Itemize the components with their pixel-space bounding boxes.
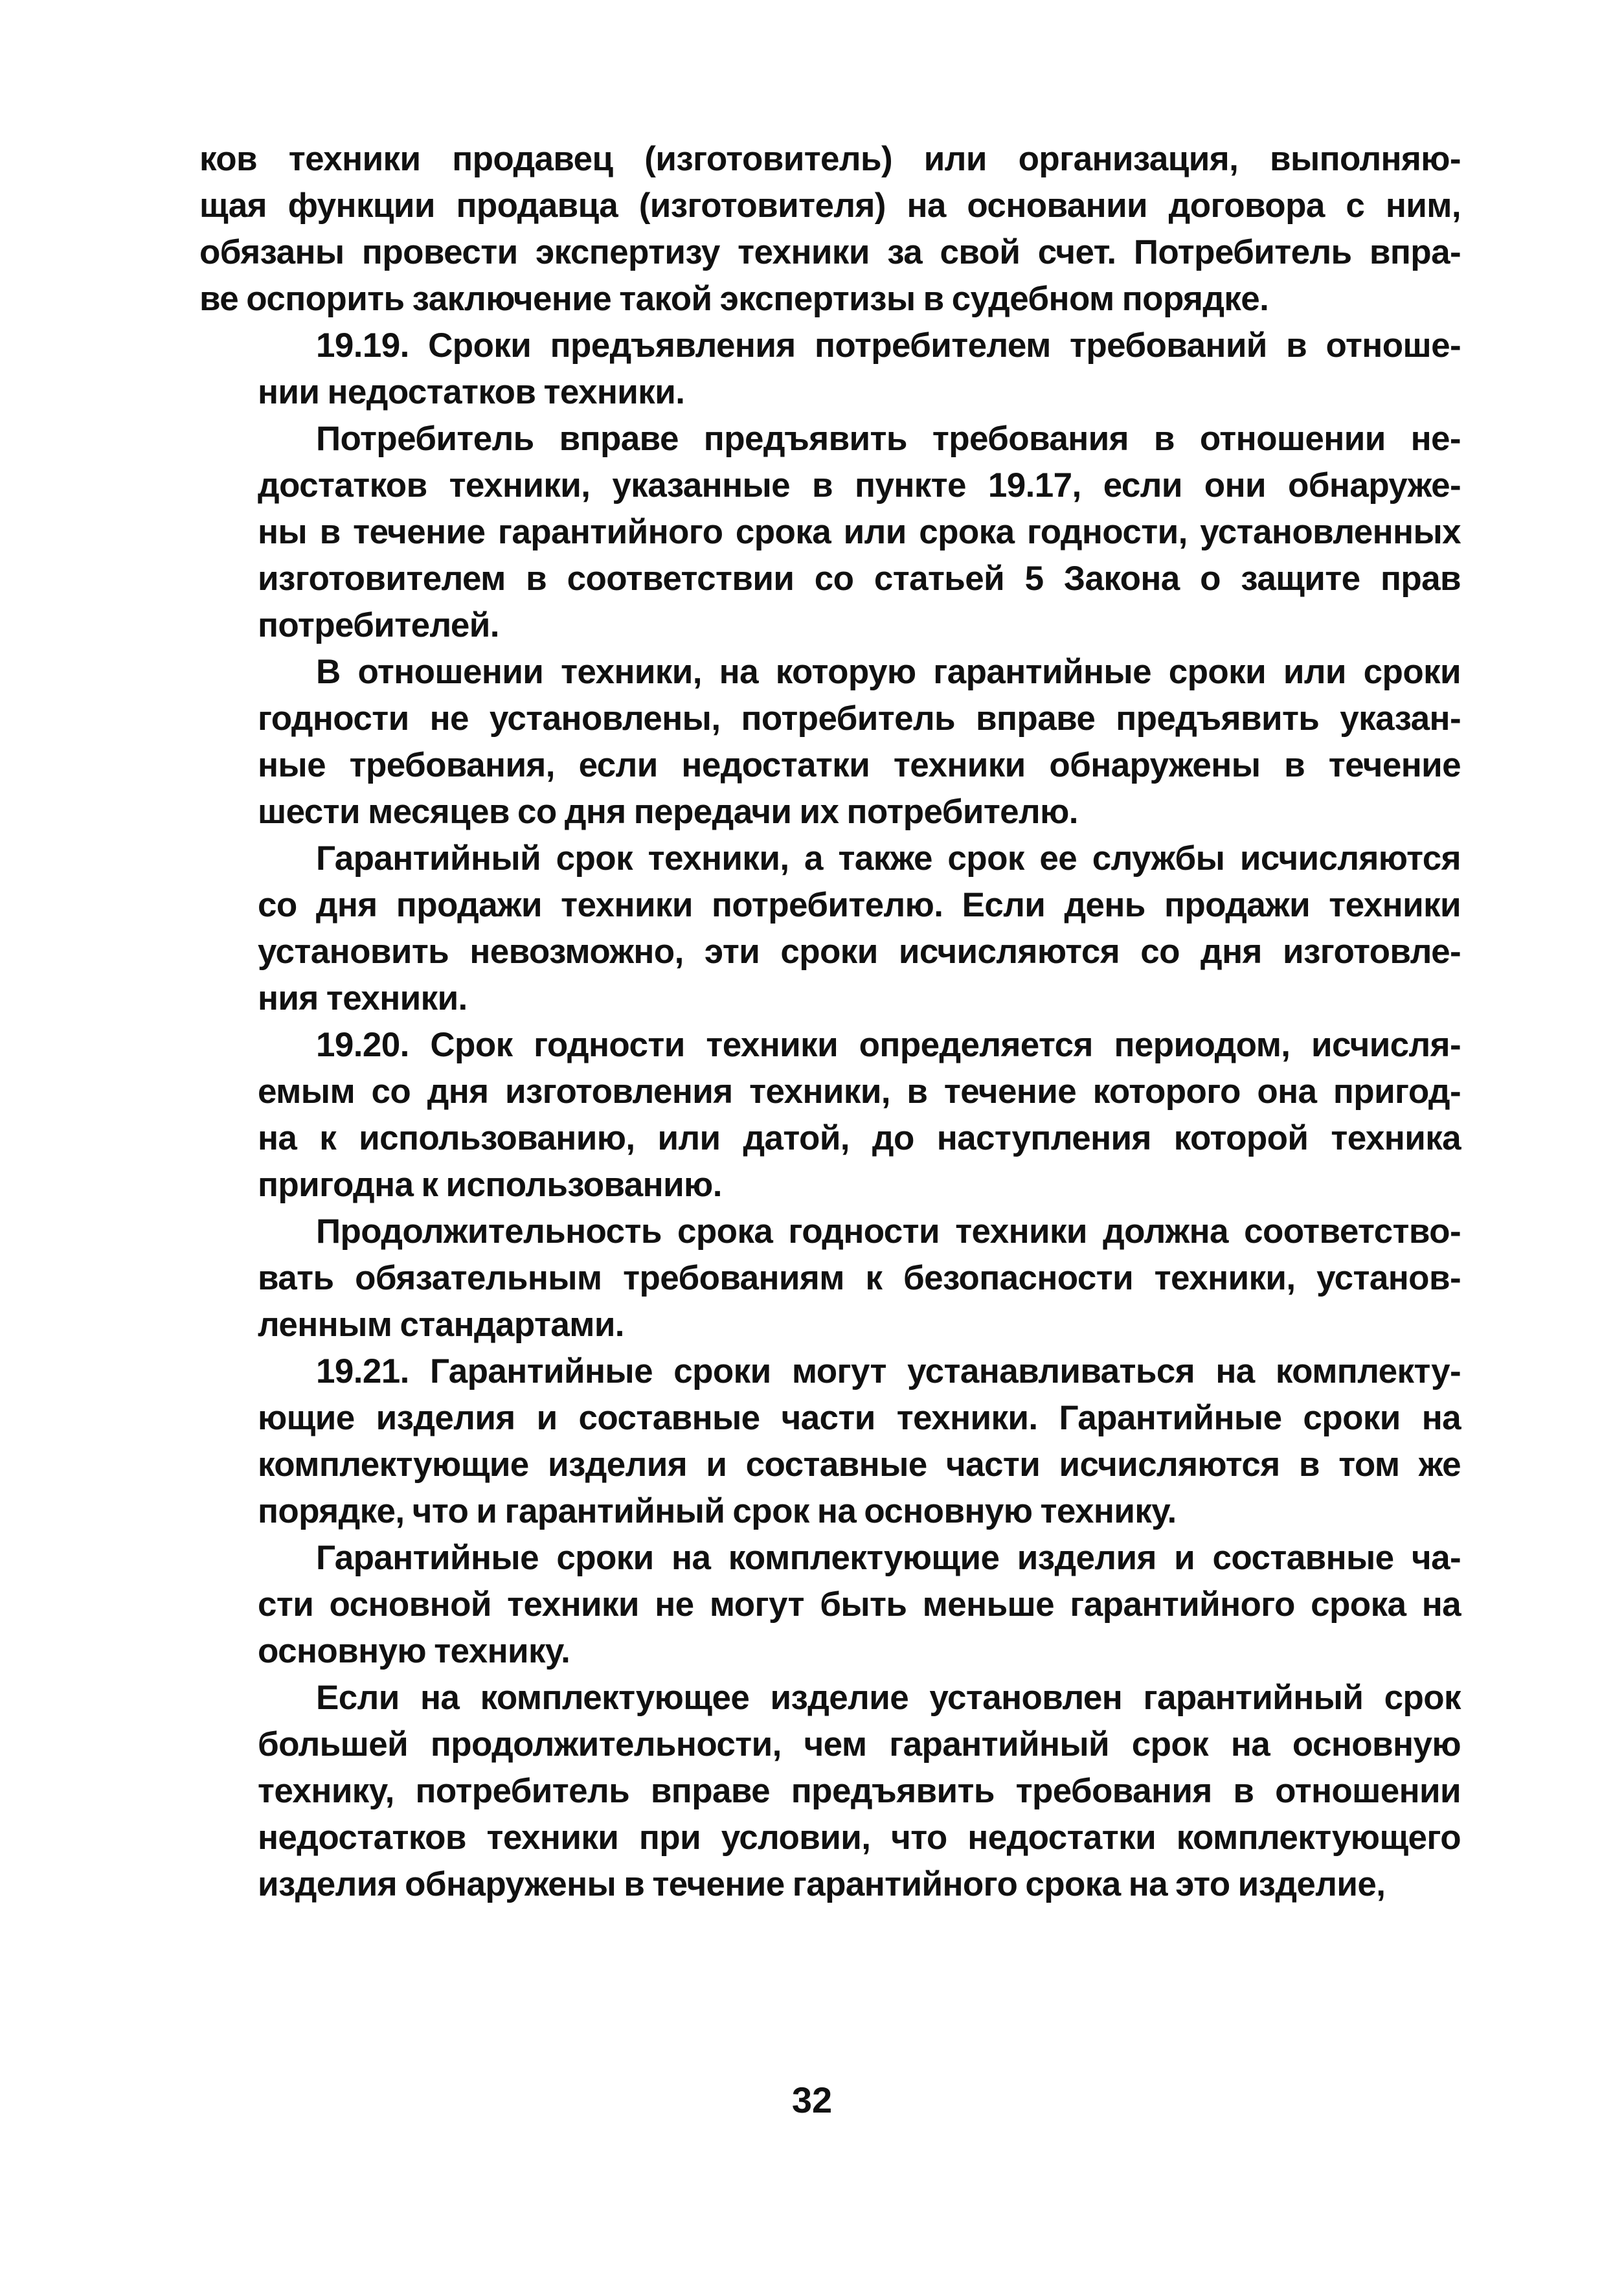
- text-line: комплектующие изделия и составные части исчисляются в том же: [258, 1446, 1461, 1484]
- paragraph: [199, 416, 1461, 649]
- paragraph: [199, 1208, 1461, 1348]
- text-line: Если на комплектующее изделие установлен гарантийный срок: [316, 1679, 1461, 1717]
- text-line: Потребитель вправе предъявить требования в отношении не-: [316, 420, 1461, 458]
- text-line: В отношении техники, на которую гарантийные сроки или сроки: [316, 653, 1461, 691]
- text-line: Продолжительность срока годности техники должна соответство-: [316, 1212, 1461, 1251]
- paragraph: [199, 649, 1461, 835]
- text-line: 19.21. Гарантийные сроки могут устанавливаться на комплекту-: [316, 1352, 1461, 1390]
- text-line: нии недостатков техники.: [258, 373, 685, 411]
- paragraph: [199, 1348, 1461, 1535]
- text-line: основную технику.: [258, 1632, 570, 1670]
- paragraph: [199, 323, 1461, 416]
- text-line: Гарантийные сроки на комплектующие изделия и составные ча-: [316, 1539, 1461, 1577]
- body-text: [199, 136, 1461, 1908]
- text-line: со дня продажи техники потребителю. Если день продажи техники: [258, 886, 1461, 924]
- text-line: вать обязательным требованиям к безопасности техники, установ-: [258, 1259, 1461, 1297]
- text-line: потребителей.: [258, 606, 499, 644]
- text-line: обязаны провести экспертизу техники за свой счет. Потребитель впра-: [199, 233, 1461, 271]
- text-line: ленным стандартами.: [258, 1306, 624, 1344]
- text-line: сти основной техники не могут быть меньше гарантийного срока на: [258, 1585, 1461, 1624]
- text-line: изготовителем в соответствии со статьей 5 Закона о защите прав: [258, 560, 1461, 598]
- text-line: на к использованию, или датой, до наступления которой техника: [258, 1119, 1461, 1157]
- text-line: Гарантийный срок техники, а также срок ее службы исчисляются: [316, 839, 1461, 878]
- paragraph: [199, 1022, 1461, 1208]
- text-line: ющие изделия и составные части техники. Гарантийные сроки на: [258, 1399, 1461, 1437]
- text-line: порядке, что и гарантийный срок на основную технику.: [258, 1492, 1177, 1530]
- paragraph: [199, 1675, 1461, 1908]
- text-line: недостатков техники при условии, что недостатки комплектующего: [258, 1819, 1461, 1857]
- paragraph: [199, 1535, 1461, 1675]
- paragraph: [199, 835, 1461, 1022]
- text-line: годности не установлены, потребитель вправе предъявить указан-: [258, 699, 1461, 738]
- text-line: большей продолжительности, чем гарантийный срок на основную: [258, 1725, 1461, 1763]
- text-line: ные требования, если недостатки техники обнаружены в течение: [258, 746, 1461, 784]
- text-line: 19.19. Сроки предъявления потребителем требований в отноше-: [316, 326, 1461, 365]
- text-line: достатков техники, указанные в пункте 19.17, если они обнаруже-: [258, 466, 1461, 505]
- text-line: шести месяцев со дня передачи их потребителю.: [258, 793, 1078, 831]
- text-line: 19.20. Срок годности техники определяется периодом, исчисля-: [316, 1026, 1461, 1064]
- paragraph: [199, 136, 1461, 323]
- text-line: пригодна к использованию.: [258, 1166, 722, 1204]
- page-number: 32: [791, 2080, 833, 2120]
- text-line: щая функции продавца (изготовителя) на основании договора с ним,: [199, 187, 1461, 225]
- text-line: технику, потребитель вправе предъявить требования в отношении: [258, 1772, 1461, 1810]
- text-line: изделия обнаружены в течение гарантийного срока на это изделие,: [258, 1865, 1386, 1903]
- text-line: установить невозможно, эти сроки исчисляются со дня изготовле-: [258, 933, 1461, 971]
- text-line: ве оспорить заключение такой экспертизы в судебном порядке.: [199, 280, 1269, 318]
- text-line: емым со дня изготовления техники, в течение которого она пригод-: [258, 1072, 1461, 1111]
- text-line: ния техники.: [258, 979, 468, 1017]
- text-line: ны в течение гарантийного срока или срока годности, установленных: [258, 513, 1461, 551]
- text-line: ков техники продавец (изготовитель) или организация, выполняю-: [199, 140, 1461, 178]
